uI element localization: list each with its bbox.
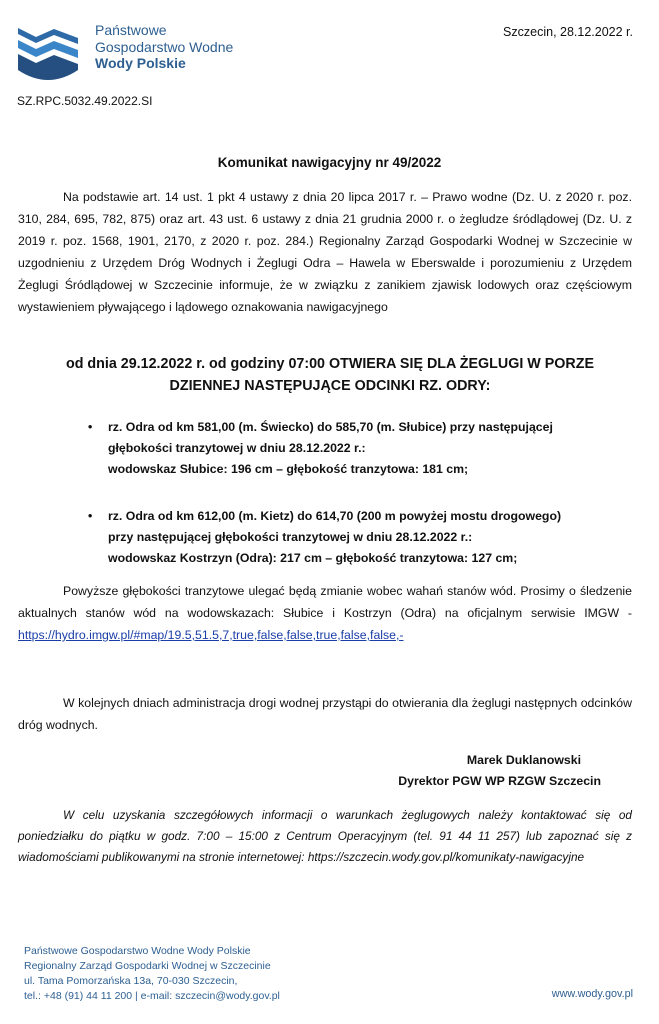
bullet-icon: •	[88, 420, 93, 434]
signature-title: Dyrektor PGW WP RZGW Szczecin	[398, 774, 601, 788]
footer-line-3: ul. Tama Pomorzańska 13a, 70-030 Szczecin,	[24, 975, 238, 987]
bullet-line: rz. Odra od km 581,00 (m. Świecko) do 585,70 (m. Słubice) przy następującej	[108, 420, 553, 434]
footer-website: www.wody.gov.pl	[551, 988, 633, 1000]
list-item	[88, 506, 623, 569]
signature-name: Marek Duklanowski	[466, 753, 581, 767]
bullet-line: wodowskaz Kostrzyn (Odra): 217 cm – głębokość tranzytowa: 127 cm;	[108, 551, 518, 565]
signature	[398, 750, 601, 792]
headline	[20, 353, 640, 397]
headline-line-2: DZIENNEJ NASTĘPUJĄCE ODCINKI RZ. ODRY:	[169, 378, 491, 394]
org-line-2: Gospodarstwo Wodne	[95, 38, 234, 55]
list-item	[88, 417, 623, 480]
document-title: Komunikat nawigacyjny nr 49/2022	[217, 155, 442, 170]
organization-name	[95, 22, 233, 72]
bullet-icon: •	[88, 509, 93, 523]
footer-line-2: Regionalny Zarząd Gospodarki Wodnej w Szczecinie	[24, 960, 271, 972]
bullet-line: przy następującej głębokości tranzytowej w dniu 28.12.2022 r.:	[108, 530, 473, 544]
contact-note: W celu uzyskania szczegółowych informacji o warunkach żeglugowych należy kontaktować się od poniedziałku do piątku w godz. 7:00 – 15:00 z Centrum Operacyjnym (tel. 91 44 11 257) lub zapoznać się z wiadomościami publikowanymi na stronie internetowej: https://szczecin.wody.gov.pl/komunikaty-nawigacyjne	[18, 808, 632, 864]
next-sections-paragraph: W kolejnych dniach administracja drogi wodnej przystąpi do otwierania dla żeglugi następnych odcinków dróg wodnych.	[18, 696, 632, 732]
city-date: Szczecin, 28.12.2022 r.	[503, 25, 633, 39]
footer-address	[24, 944, 280, 1004]
org-line-3: Wody Polskie	[95, 55, 186, 71]
intro-paragraph: Na podstawie art. 14 ust. 1 pkt 4 ustawy z dnia 20 lipca 2017 r. – Prawo wodne (Dz. U. z 2020 r. poz. 310, 284, 695, 782, 875) oraz art. 43 ust. 6 ustawy z dnia 21 grudnia 2000 r. o żegludze śródlądowej (Dz. U. z 2019 r. poz. 1568, 1901, 2170, z 2020 r. poz. 284.) Regionalny Zarząd Gospodarki Wodnej w Szczecinie w uzgodnieniu z Urzędem Dróg Wodnych i Żeglugi Odra – Hawela w Eberswalde i porozumieniu z Urzędem Żeglugi Śródlądowej w Szczecinie informuje, że w związku z zanikiem zjawisk lodowych oraz częściowym wystawieniem pływającego i lądowego oznakowania nawigacyjnego	[18, 190, 632, 314]
wody-polskie-logo	[16, 24, 80, 88]
bullet-line: rz. Odra od km 612,00 (m. Kietz) do 614,70 (200 m powyżej mostu drogowego)	[108, 509, 562, 523]
bullet-line: wodowskaz Słubice: 196 cm – głębokość tranzytowa: 181 cm;	[108, 462, 469, 476]
depth-paragraph-text: Powyższe głębokości tranzytowe ulegać będą zmianie wobec wahań stanów wód. Prosimy o śledzenie aktualnych stanów wód na wodowskazach: Słubice i Kostrzyn (Odra) na oficjalnym serwisie IMGW -	[18, 584, 632, 620]
imgw-link[interactable]: https://hydro.imgw.pl/#map/19.5,51.5,7,true,false,false,true,false,false,-	[18, 628, 404, 642]
depth-paragraph	[18, 580, 632, 646]
reference-number: SZ.RPC.5032.49.2022.SI	[17, 94, 153, 108]
footer-line-1: Państwowe Gospodarstwo Wodne Wody Polskie	[24, 945, 251, 957]
headline-line-1: od dnia 29.12.2022 r. od godziny 07:00 OTWIERA SIĘ DLA ŻEGLUGI W PORZE	[65, 356, 594, 372]
org-line-1: Państwowe	[95, 22, 167, 38]
footer-line-4: tel.: +48 (91) 44 11 200 | e-mail: szczecin@wody.gov.pl	[24, 990, 280, 1002]
bullet-line: głębokości tranzytowej w dniu 28.12.2022 r.:	[108, 441, 366, 455]
